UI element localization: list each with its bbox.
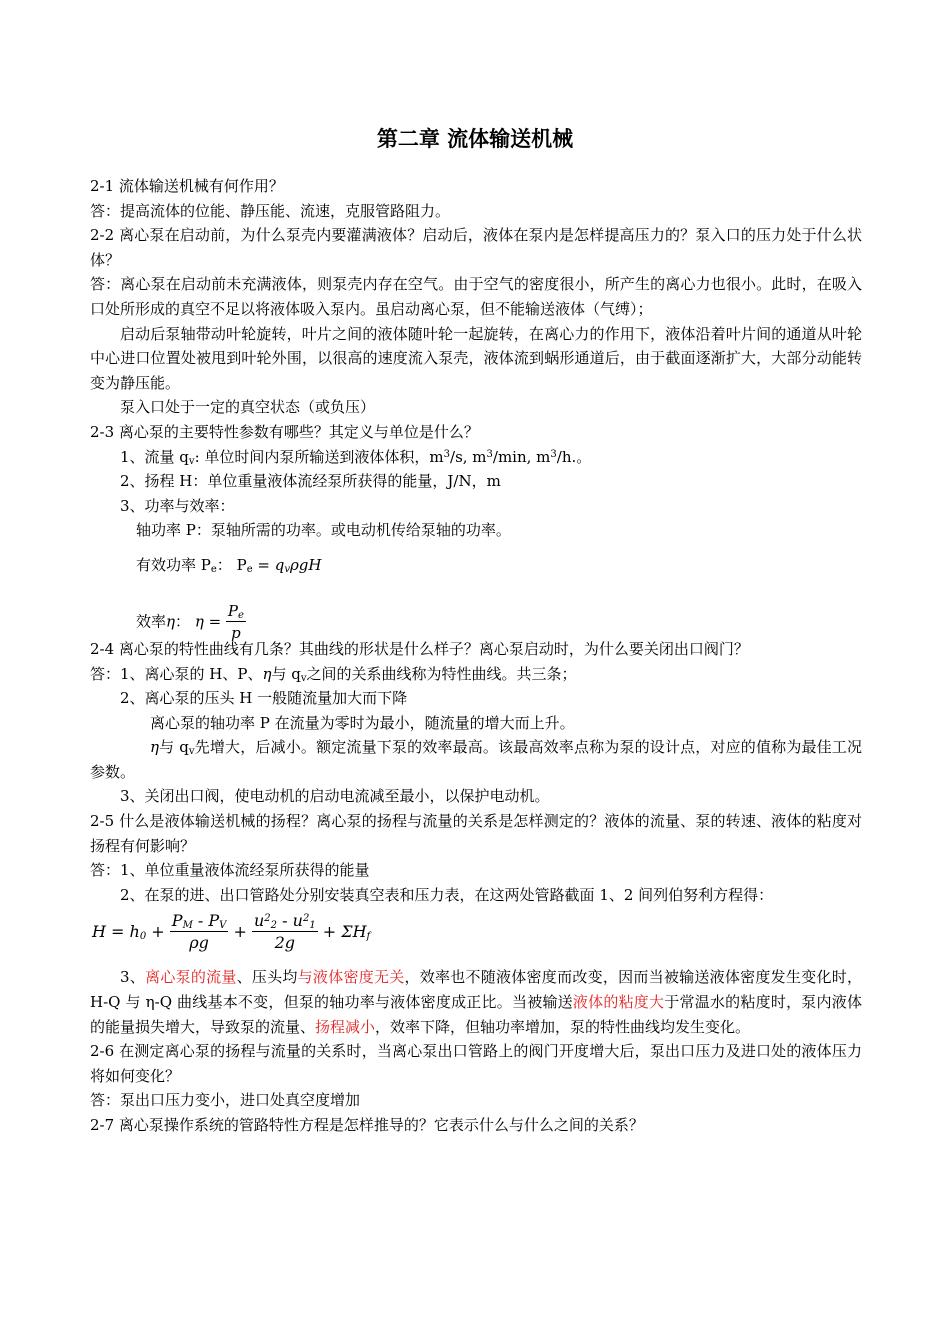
answer-2-3-shaft-power: 轴功率 P：泵轴所需的功率。或电动机传给泵轴的功率。 (136, 521, 511, 540)
effective-power-formula: 有效功率 $P_e$： $P_e = q_v\rho gH$ (136, 555, 322, 575)
velocity-term-fraction: $\frac{u^2_2 - u^2_1}{2g}$ (253, 911, 316, 953)
document-body (90, 174, 862, 1138)
answer-2-2-para3: 泵入口处于一定的真空状态（或负压） (120, 398, 376, 417)
answer-2-5-effects: 3、离心泵的流量、压头均与液体密度无关，效率也不随液体密度而改变，因而当被输送液体密度发生变化时，H-Q 与 η-Q 曲线基本不变，但泵的轴功率与液体密度成正比。当被输送液体的粘度大于常温水的粘度时，泵内液体的能量损失增大，导致泵的流量、扬程减小，效率下降，但轴功率增加，泵的特性曲线均发生变化。 (90, 968, 862, 1036)
answer-2-2-para1: 答：离心泵在启动前未充满液体，则泵壳内存在空气。由于空气的密度很小，所产生的离心力也很小。此时，在吸入口处所形成的真空不足以将液体吸入泵内。虽启动离心泵，但不能输送液体（气缚）； (90, 275, 862, 318)
chapter-title: 第二章 流体输送机械 (376, 127, 574, 151)
answer-2-5-method: 2、在泵的进、出口管路处分别安装真空表和压力表，在这两处管路截面 1、2 间列伯努利方程得： (120, 885, 774, 904)
efficiency-fraction: $\frac{P_e}{p}$ (227, 601, 244, 642)
answer-2-4-valve: 3、关闭出口阀，使电动机的启动电流减至最小，以保护电动机。 (120, 787, 550, 806)
answer-2-3-head: 2、扬程 H：单位重量液体流经泵所获得的能量，J/N，m (120, 472, 501, 491)
question-2-1: 2-1 流体输送机械有何作用？ (90, 177, 284, 195)
answer-2-3-power: 3、功率与效率： (120, 496, 235, 515)
answer-2-4-curves: 答：1、离心泵的 H、P、η与 $q_v$之间的关系曲线称为特性曲线。共三条； (90, 664, 577, 684)
efficiency-formula: 效率η： η = $\frac{P_e}{p}$ (136, 601, 244, 642)
pressure-term-fraction: $\frac{P_M - P_V}{\rho g}$ (171, 911, 227, 953)
question-2-7: 2-7 离心泵操作系统的管路特性方程是怎样推导的？它表示什么与什么之间的关系？ (90, 1116, 644, 1134)
answer-2-4-shaft: 离心泵的轴功率 P 在流量为零时为最小，随流量的增大而上升。 (150, 713, 575, 732)
question-2-3: 2-3 离心泵的主要特性参数有哪些？其定义与单位是什么？ (90, 422, 479, 441)
question-2-5: 2-5 什么是液体输送机械的扬程？离心泵的扬程与流量的关系是怎样测定的？液体的流量、泵的转速、液体的粘度对扬程有何影响？ (90, 812, 862, 855)
question-2-2: 2-2 离心泵在启动前，为什么泵壳内要灌满液体？启动后，液体在泵内是怎样提高压力的？泵入口的压力处于什么状体？ (90, 226, 862, 269)
answer-2-2-para2: 启动后泵轴带动叶轮旋转，叶片之间的液体随叶轮一起旋转，在离心力的作用下，液体沿着叶片间的通道从叶轮中心进口位置处被甩到叶轮外围，以很高的速度流入泵壳，液体流到蜗形通道后，由于截面逐渐扩大，大部分动能转变为静压能。 (90, 324, 862, 392)
question-2-4: 2-4 离心泵的特性曲线有几条？其曲线的形状是什么样子？离心泵启动时，为什么要关闭出口阀门？ (90, 639, 749, 658)
answer-2-5-def: 答：1、单位重量液体流经泵所获得的能量 (90, 861, 370, 880)
answer-2-4-efficiency: η与 $q_v$先增大，后减小。额定流量下泵的效率最高。该最高效率点称为泵的设计点，对应的值称为最佳工况参数。 (90, 738, 862, 781)
answer-2-1: 答：提高流体的位能、静压能、流速，克服管路阻力。 (90, 201, 451, 220)
answer-2-3-flow: 1、流量 $q_v$: 单位时间内泵所输送到液体体积，$m^3/s$, $m^3/\min$, $m^3/h$.。 (120, 447, 592, 467)
answer-2-4-head: 2、离心泵的压头 H 一般随流量加大而下降 (120, 689, 408, 708)
question-2-6: 2-6 在测定离心泵的扬程与流量的关系时，当离心泵出口管路上的阀门开度增大后，泵出口压力及进口处的液体压力将如何变化？ (90, 1042, 862, 1085)
answer-2-6: 答：泵出口压力变小，进口处真空度增加 (90, 1091, 361, 1110)
bernoulli-head-formula: $H = h_0$ + $\frac{P_M - P_V}{\rho g}$ + $\frac{u^2_2 - u^2_1}{2g}$ + $\Sigma H_f$ (92, 911, 371, 953)
